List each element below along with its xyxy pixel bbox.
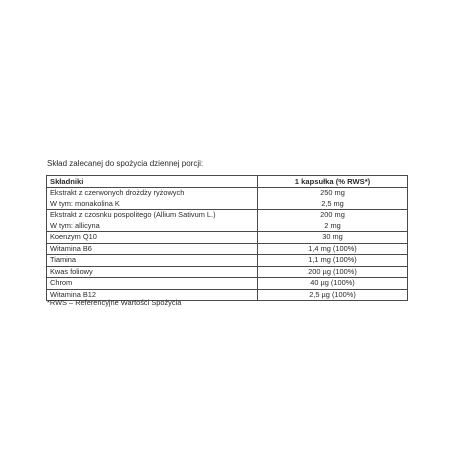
amount-cell — [258, 278, 408, 290]
amount-cell — [258, 210, 408, 232]
amount-cell — [258, 255, 408, 267]
amount-cell — [258, 289, 408, 301]
ingredient-name: Ekstrakt z czosnku pospolitego (Allium Sativum L.) — [50, 210, 216, 219]
ingredient-amount: 250 mg — [320, 188, 345, 197]
ingredient-subname: W tym: monakolina K — [50, 198, 120, 208]
table-row — [47, 188, 408, 210]
ingredient-amount: 200 mg — [320, 210, 345, 219]
header-amount: 1 kapsułka (% RWS*) — [258, 176, 408, 188]
ingredient-cell — [47, 243, 258, 255]
ingredient-amount: 2,5 µg (100%) — [309, 289, 356, 299]
table-row — [47, 210, 408, 232]
ingredient-cell — [47, 266, 258, 278]
ingredient-cell — [47, 188, 258, 210]
ingredient-name: Koenzym Q10 — [50, 232, 97, 241]
ingredient-subname: W tym: allicyna — [50, 220, 100, 230]
ingredient-cell — [47, 255, 258, 267]
ingredients-table — [46, 175, 408, 301]
ingredient-name: Witamina B6 — [50, 243, 92, 253]
ingredient-cell — [47, 210, 258, 232]
ingredient-name: Tiamina — [50, 255, 77, 264]
table-header-row — [47, 176, 408, 188]
amount-cell — [258, 188, 408, 210]
table-row — [47, 232, 408, 244]
footnote-text: *RWS – Referencyjne Wartości Spożycia — [47, 298, 182, 307]
ingredient-cell — [47, 278, 258, 290]
amount-cell — [258, 243, 408, 255]
ingredient-amount: 40 µg (100%) — [310, 278, 355, 287]
ingredient-name: Chrom — [50, 278, 73, 287]
ingredient-subamount: 2,5 mg — [321, 198, 344, 208]
table-row — [47, 278, 408, 290]
ingredient-name: Ekstrakt z czerwonych drożdży ryżowych — [50, 188, 185, 197]
ingredient-amount: 200 µg (100%) — [308, 266, 357, 276]
table-row — [47, 266, 408, 278]
ingredient-name: Kwas foliowy — [50, 266, 93, 276]
amount-cell — [258, 266, 408, 278]
header-ingredients: Składniki — [47, 176, 258, 188]
ingredient-cell — [47, 232, 258, 244]
intro-text: Skład zalecanej do spożycia dziennej porcji: — [47, 159, 204, 168]
table-row — [47, 255, 408, 267]
ingredient-amount: 30 mg — [322, 232, 343, 241]
ingredient-name: Witamina B12 — [50, 289, 97, 299]
ingredient-amount: 1,4 mg (100%) — [308, 243, 357, 253]
ingredient-subamount: 2 mg — [324, 220, 341, 230]
ingredient-amount: 1,1 mg (100%) — [308, 255, 357, 264]
amount-cell — [258, 232, 408, 244]
table-row — [47, 243, 408, 255]
